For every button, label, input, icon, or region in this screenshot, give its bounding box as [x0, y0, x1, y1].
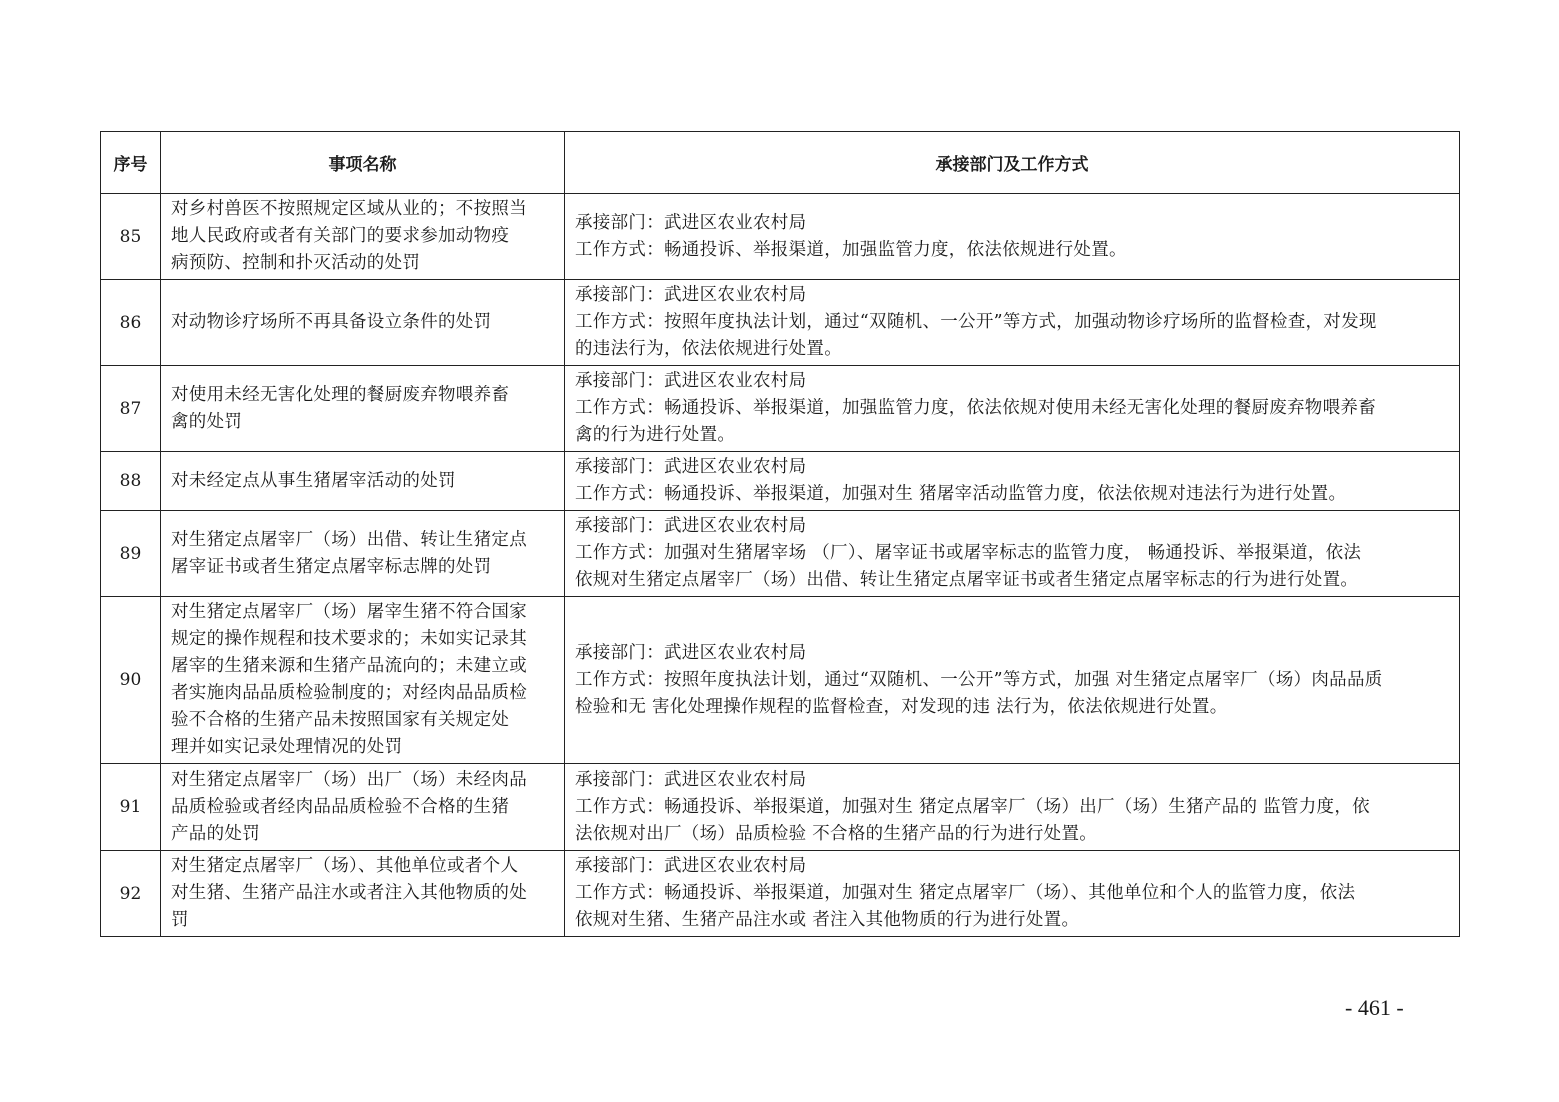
matter-name-line: 禽的处罚: [171, 411, 243, 432]
row-number: 90: [101, 597, 161, 764]
matter-name-cell: [161, 764, 565, 851]
table-row: [101, 452, 1460, 511]
matter-name-cell: [161, 597, 565, 764]
dept-method-line: 工作方式：畅通投诉、举报渠道，加强对生 猪定点屠宰厂（场）、其他单位和个人的监管力度，依法: [575, 883, 1356, 903]
matter-name-line: 屠宰的生猪来源和生猪产品流向的；未建立或: [171, 656, 527, 676]
dept-method-line: 依规对生猪定点屠宰厂（场）出借、转让生猪定点屠宰证书或者生猪定点屠宰标志的行为进行处置。: [575, 570, 1359, 590]
matter-name-line: 对生猪定点屠宰厂（场）出借、转让生猪定点: [171, 529, 527, 550]
matter-name-line: 屠宰证书或者生猪定点屠宰标志牌的处罚: [171, 556, 492, 577]
matter-name-line: 对未经定点从事生猪屠宰活动的处罚: [171, 470, 456, 491]
header-dept: 承接部门及工作方式: [565, 132, 1460, 194]
matter-name-cell: [161, 452, 565, 511]
table-row: [101, 366, 1460, 452]
matter-name-line: 地人民政府或者有关部门的要求参加动物疫: [171, 226, 510, 246]
matters-table: [100, 131, 1460, 937]
row-number: 85: [101, 194, 161, 280]
row-number: 89: [101, 511, 161, 597]
dept-method-line: 承接部门：武进区农业农村局: [575, 856, 807, 876]
matter-name-line: 对乡村兽医不按照规定区域从业的；不按照当: [171, 199, 527, 219]
matter-name-line: 病预防、控制和扑灭活动的处罚: [171, 253, 421, 273]
table-row: [101, 280, 1460, 366]
dept-method-line: 工作方式：畅通投诉、举报渠道，加强对生 猪屠宰活动监管力度，依法依规对违法行为进行处置。: [575, 484, 1347, 504]
matter-name-line: 罚: [171, 910, 189, 930]
dept-method-cell: [565, 597, 1460, 764]
dept-method-line: 工作方式：畅通投诉、举报渠道，加强监管力度，依法依规对使用未经无害化处理的餐厨废弃物喂养畜: [575, 398, 1376, 418]
row-number: 91: [101, 764, 161, 851]
matter-name-line: 验不合格的生猪产品未按照国家有关规定处: [171, 710, 510, 730]
row-number: 87: [101, 366, 161, 452]
row-number: 92: [101, 851, 161, 937]
dept-method-cell: [565, 366, 1460, 452]
dept-method-line: 工作方式：畅通投诉、举报渠道，加强对生 猪定点屠宰厂（场）出厂（场）生猪产品的 监管力度，依: [575, 796, 1370, 817]
matter-name-line: 对动物诊疗场所不再具备设立条件的处罚: [171, 312, 492, 332]
dept-method-line: 依规对生猪、生猪产品注水或 者注入其他物质的行为进行处置。: [575, 910, 1080, 930]
matter-name-cell: [161, 280, 565, 366]
dept-method-line: 禽的行为进行处置。: [575, 425, 736, 445]
row-number: 86: [101, 280, 161, 366]
matter-name-line: 品质检验或者经肉品品质检验不合格的生猪: [171, 796, 510, 817]
matter-name-line: 对生猪、生猪产品注水或者注入其他物质的处: [171, 883, 527, 903]
matter-name-cell: [161, 511, 565, 597]
dept-method-line: 工作方式：按照年度执法计划，通过“双随机、一公开”等方式，加强 对生猪定点屠宰厂（场）肉品品质: [575, 669, 1383, 690]
dept-method-cell: [565, 511, 1460, 597]
row-number: 88: [101, 452, 161, 511]
matter-name-cell: [161, 851, 565, 937]
header-no: 序号: [101, 132, 161, 194]
dept-method-cell: [565, 851, 1460, 937]
matter-name-line: 对生猪定点屠宰厂（场）出厂（场）未经肉品: [171, 769, 527, 790]
dept-method-cell: [565, 280, 1460, 366]
table-header-row: [101, 132, 1460, 194]
matter-name-line: 理并如实记录处理情况的处罚: [171, 737, 403, 757]
matter-name-line: 对使用未经无害化处理的餐厨废弃物喂养畜: [171, 384, 510, 405]
dept-method-line: 承接部门：武进区农业农村局: [575, 285, 807, 305]
dept-method-cell: [565, 764, 1460, 851]
table-row: [101, 851, 1460, 937]
dept-method-cell: [565, 194, 1460, 280]
matter-name-line: 对生猪定点屠宰厂（场）屠宰生猪不符合国家: [171, 602, 527, 622]
page-number: - 461 -: [1345, 995, 1404, 1020]
table-row: [101, 194, 1460, 280]
dept-method-line: 承接部门：武进区农业农村局: [575, 212, 807, 233]
matter-name-line: 者实施肉品品质检验制度的；对经肉品品质检: [171, 683, 527, 703]
table-row: [101, 511, 1460, 597]
matter-name-cell: [161, 366, 565, 452]
table-body: [101, 194, 1460, 937]
dept-method-line: 承接部门：武进区农业农村局: [575, 642, 807, 663]
matter-name-cell: [161, 194, 565, 280]
header-name: 事项名称: [161, 132, 565, 194]
dept-method-line: 承接部门：武进区农业农村局: [575, 371, 807, 391]
dept-method-cell: [565, 452, 1460, 511]
dept-method-line: 承接部门：武进区农业农村局: [575, 457, 807, 477]
dept-method-line: 工作方式：畅通投诉、举报渠道，加强监管力度，依法依规进行处置。: [575, 239, 1127, 260]
matter-name-line: 对生猪定点屠宰厂（场）、其他单位或者个人: [171, 856, 519, 876]
matter-name-line: 规定的操作规程和技术要求的；未如实记录其: [171, 629, 527, 649]
dept-method-line: 工作方式：按照年度执法计划，通过“双随机、一公开”等方式，加强动物诊疗场所的监督检查，对发现: [575, 312, 1377, 332]
dept-method-line: 承接部门：武进区农业农村局: [575, 516, 807, 536]
dept-method-line: 工作方式：加强对生猪屠宰场 （厂）、屠宰证书或屠宰标志的监管力度， 畅通投诉、举报渠道，依法: [575, 543, 1362, 563]
dept-method-line: 的违法行为，依法依规进行处置。: [575, 339, 842, 359]
dept-method-line: 检验和无 害化处理操作规程的监督检查，对发现的违 法行为，依法依规进行处置。: [575, 696, 1228, 717]
dept-method-line: 承接部门：武进区农业农村局: [575, 769, 807, 790]
dept-method-line: 法依规对出厂（场）品质检验 不合格的生猪产品的行为进行处置。: [575, 823, 1098, 844]
matter-name-line: 产品的处罚: [171, 823, 260, 844]
table-row: [101, 597, 1460, 764]
table-row: [101, 764, 1460, 851]
